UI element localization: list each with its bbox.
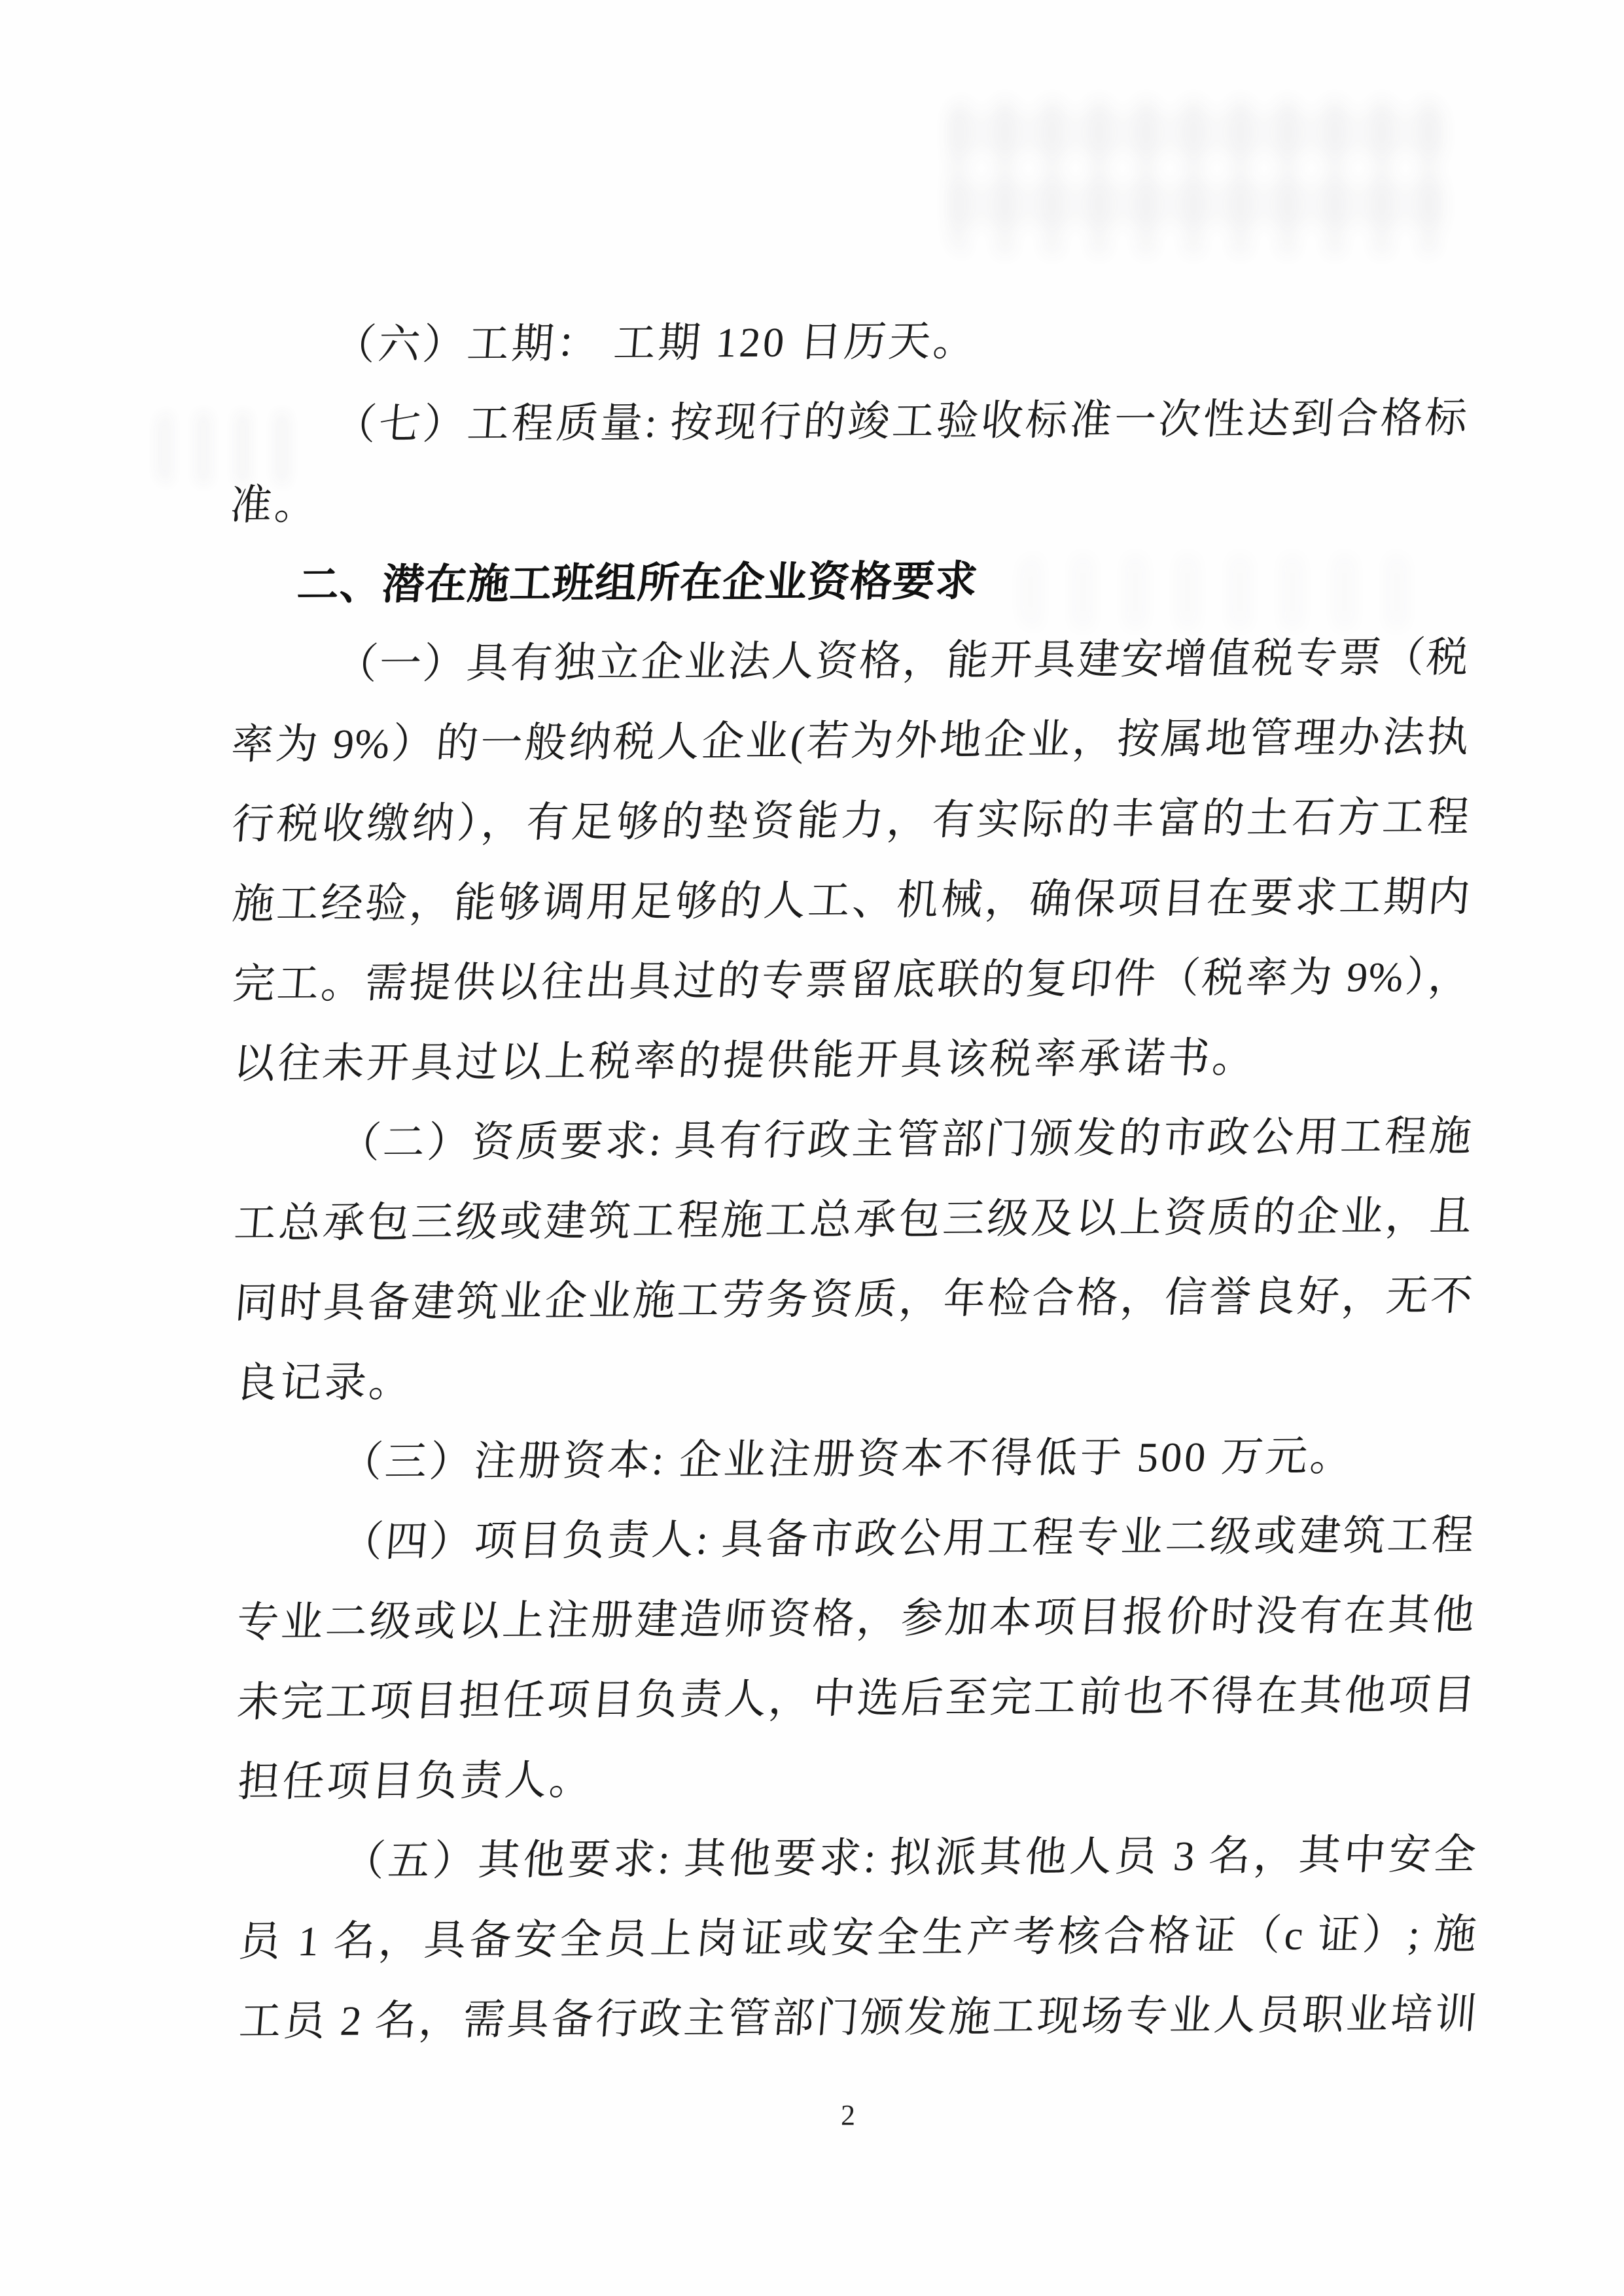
text-line: 担任项目负责人。 <box>236 1756 596 1805</box>
text-line: 工总承包三级或建筑工程施工总承包三级及以上资质的企业，且 <box>232 1192 1475 1247</box>
text-line: （二）资质要求: 具有行政主管部门颁发的市政公用工程施 <box>336 1113 1474 1166</box>
document-text <box>229 298 1477 2062</box>
text-line: 施工经验，能够调用足够的人工、机械，确保项目在要求工期内 <box>230 873 1473 928</box>
text-line: 以往未开具过以上税率的提供能开具该税率承诺书。 <box>232 1034 1259 1087</box>
page-number: 2 <box>841 2099 855 2131</box>
text-line: （七）工程质量: 按现行的竣工验收标准一次性达到合格标 <box>332 394 1470 448</box>
section-heading: 二、潜在施工班组所在企业资格要求 <box>295 557 980 609</box>
text-line: （六）工期： 工期 120 日历天。 <box>332 317 980 368</box>
text-line: （一）具有独立企业法人资格，能开具建安增值税专票（税 <box>334 634 1472 687</box>
text-line: 员 1 名，具备安全员上岗证或安全生产考核合格证（c 证）; 施 <box>237 1911 1479 1965</box>
scan-bleedthrough-artifact <box>949 98 1446 255</box>
text-line: 率为 9%）的一般纳税人企业(若为外地企业，按属地管理办法执 <box>230 714 1472 768</box>
text-line: 良记录。 <box>234 1359 415 1406</box>
text-line: 同时具备建筑业企业施工劳务资质，年检合格，信誉良好，无不 <box>233 1272 1475 1327</box>
text-line: （三）注册资本: 企业注册资本不得低于 500 万元。 <box>338 1433 1357 1486</box>
text-line: 完工。需提供以往出具过的专票留底联的复印件（税率为 9%）， <box>231 953 1474 1007</box>
text-line: 行税收缴纳），有足够的垫资能力，有实际的丰富的土石方工程 <box>230 793 1472 848</box>
text-line: 未完工项目担任项目负责人，中选后至完工前也不得在其他项目 <box>236 1671 1477 1726</box>
text-line: 准。 <box>228 481 321 529</box>
text-line: （五）其他要求: 其他要求: 拟派其他人员 3 名，其中安全 <box>341 1831 1479 1885</box>
text-line: 专业二级或以上注册建造师资格，参加本项目报价时没有在其他 <box>235 1592 1477 1646</box>
text-line: （四）项目负责人: 具备市政公用工程专业二级或建筑工程 <box>339 1512 1477 1565</box>
text-line: 工员 2 名，需具备行政主管部门颁发施工现场专业人员职业培训 <box>237 1991 1479 2045</box>
